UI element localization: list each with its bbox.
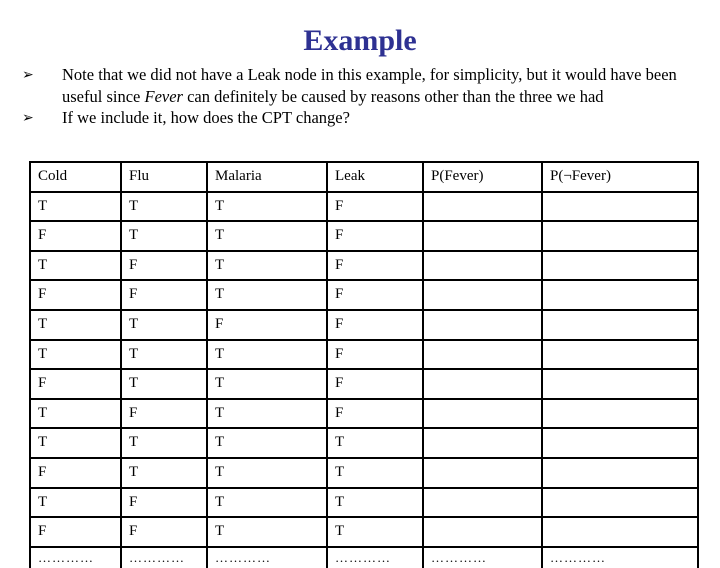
cell-p-fever[interactable] xyxy=(423,340,542,370)
cell-malaria: T xyxy=(207,458,327,488)
cell-cold: T xyxy=(30,340,121,370)
cell-flu: F xyxy=(121,280,207,310)
cell-leak: F xyxy=(327,251,423,281)
cell-cold: F xyxy=(30,280,121,310)
header-cell-p-fever: P(Fever) xyxy=(423,162,542,192)
cell-p-not-fever[interactable] xyxy=(542,310,698,340)
cell-cold: T xyxy=(30,251,121,281)
ellipsis-cell: ………… xyxy=(30,547,121,568)
cell-leak: T xyxy=(327,428,423,458)
cell-p-not-fever[interactable] xyxy=(542,280,698,310)
table-row xyxy=(30,369,698,399)
cell-cold: T xyxy=(30,399,121,429)
cell-flu: T xyxy=(121,310,207,340)
cell-malaria: T xyxy=(207,369,327,399)
cell-p-fever[interactable] xyxy=(423,251,542,281)
cell-p-fever[interactable] xyxy=(423,310,542,340)
cell-leak: F xyxy=(327,192,423,222)
cell-cold: F xyxy=(30,517,121,547)
ellipsis-cell: ………… xyxy=(542,547,698,568)
cell-p-fever[interactable] xyxy=(423,369,542,399)
ellipsis-cell: ………… xyxy=(423,547,542,568)
ellipsis-row xyxy=(30,547,698,568)
cell-leak: F xyxy=(327,221,423,251)
cell-p-fever[interactable] xyxy=(423,192,542,222)
cpt-table xyxy=(29,161,699,568)
bullet-item xyxy=(22,64,702,107)
cell-cold: T xyxy=(30,428,121,458)
table-row xyxy=(30,488,698,518)
bullet-item xyxy=(22,107,702,130)
cell-p-not-fever[interactable] xyxy=(542,369,698,399)
cell-p-not-fever[interactable] xyxy=(542,221,698,251)
bullet-list xyxy=(22,64,702,130)
cell-p-fever[interactable] xyxy=(423,221,542,251)
cell-malaria: F xyxy=(207,310,327,340)
header-cell-p-not-fever: P(¬Fever) xyxy=(542,162,698,192)
cell-cold: F xyxy=(30,458,121,488)
cell-leak: F xyxy=(327,369,423,399)
table-row xyxy=(30,458,698,488)
cell-leak: F xyxy=(327,340,423,370)
cell-p-not-fever[interactable] xyxy=(542,517,698,547)
cell-cold: F xyxy=(30,369,121,399)
header-cell-cold: Cold xyxy=(30,162,121,192)
cell-p-not-fever[interactable] xyxy=(542,428,698,458)
cell-p-not-fever[interactable] xyxy=(542,488,698,518)
cell-malaria: T xyxy=(207,192,327,222)
header-cell-malaria: Malaria xyxy=(207,162,327,192)
cell-flu: T xyxy=(121,458,207,488)
cell-leak: F xyxy=(327,399,423,429)
header-cell-leak: Leak xyxy=(327,162,423,192)
cell-p-not-fever[interactable] xyxy=(542,399,698,429)
cell-malaria: T xyxy=(207,428,327,458)
cell-p-fever[interactable] xyxy=(423,488,542,518)
cell-p-fever[interactable] xyxy=(423,399,542,429)
cell-flu: T xyxy=(121,369,207,399)
cell-leak: F xyxy=(327,280,423,310)
slide-title: Example xyxy=(303,24,417,57)
cell-flu: T xyxy=(121,221,207,251)
table-row xyxy=(30,192,698,222)
ellipsis-cell: ………… xyxy=(327,547,423,568)
table-row xyxy=(30,517,698,547)
arrow-bullet-icon: ➢ xyxy=(22,110,34,126)
cell-leak: T xyxy=(327,488,423,518)
cell-cold: T xyxy=(30,192,121,222)
cell-leak: F xyxy=(327,310,423,340)
cell-p-fever[interactable] xyxy=(423,458,542,488)
cell-malaria: T xyxy=(207,280,327,310)
table-header-row xyxy=(30,162,698,192)
ellipsis-cell: ………… xyxy=(207,547,327,568)
table-row xyxy=(30,221,698,251)
cell-cold: F xyxy=(30,221,121,251)
cell-malaria: T xyxy=(207,517,327,547)
cell-flu: F xyxy=(121,251,207,281)
table-row xyxy=(30,340,698,370)
bullet-text xyxy=(62,107,702,129)
cell-flu: F xyxy=(121,517,207,547)
cell-flu: F xyxy=(121,399,207,429)
cell-leak: T xyxy=(327,517,423,547)
cell-leak: T xyxy=(327,458,423,488)
bullet-text-italic: Fever xyxy=(144,86,183,106)
cell-malaria: T xyxy=(207,221,327,251)
header-cell-flu: Flu xyxy=(121,162,207,192)
cell-cold: T xyxy=(30,310,121,340)
table-row xyxy=(30,251,698,281)
cell-p-not-fever[interactable] xyxy=(542,340,698,370)
table-row xyxy=(30,428,698,458)
bullet-text xyxy=(62,64,702,107)
table-row xyxy=(30,399,698,429)
cell-p-not-fever[interactable] xyxy=(542,251,698,281)
bullet-text-part: Note that we did not have a Leak node in this example, for simplicity, but it would have been useful since xyxy=(62,65,677,106)
cell-malaria: T xyxy=(207,399,327,429)
cell-malaria: T xyxy=(207,340,327,370)
cell-malaria: T xyxy=(207,251,327,281)
bullet-text-part: If we include it, how does the CPT change? xyxy=(62,108,350,127)
table-row xyxy=(30,310,698,340)
bullet-text-part: can definitely be caused by reasons other than the three we had xyxy=(182,86,604,106)
cell-cold: T xyxy=(30,488,121,518)
table-row xyxy=(30,280,698,310)
cell-p-fever[interactable] xyxy=(423,428,542,458)
arrow-bullet-icon: ➢ xyxy=(22,67,34,83)
cell-p-fever[interactable] xyxy=(423,517,542,547)
cpt-table-container xyxy=(29,161,697,565)
cell-flu: T xyxy=(121,192,207,222)
ellipsis-cell: ………… xyxy=(121,547,207,568)
cell-p-not-fever[interactable] xyxy=(542,458,698,488)
cell-malaria: T xyxy=(207,488,327,518)
cell-p-not-fever[interactable] xyxy=(542,192,698,222)
cell-flu: T xyxy=(121,340,207,370)
cell-flu: T xyxy=(121,428,207,458)
cell-flu: F xyxy=(121,488,207,518)
cell-p-fever[interactable] xyxy=(423,280,542,310)
